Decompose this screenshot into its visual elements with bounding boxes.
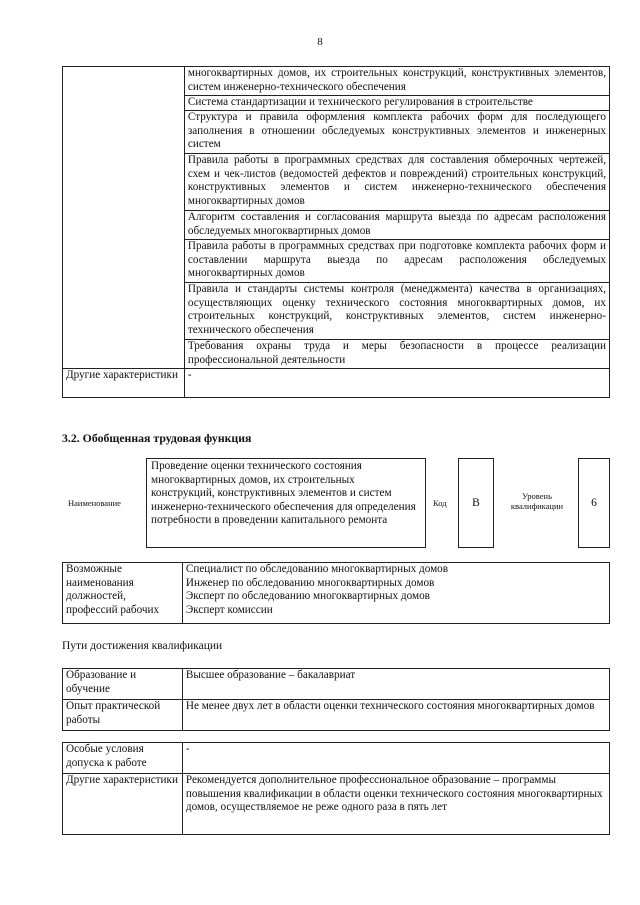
paths-title: Пути достижения квалификации xyxy=(62,640,223,652)
other-characteristics-value: - xyxy=(184,369,609,398)
education-value: Высшее образование – бакалавриат xyxy=(182,669,609,700)
knowledge-item: Правила и стандарты системы контроля (менеджмента) качества в организациях, осуществляющих оценку технического состояния многоквартирных домов, их строительных конструкций, конструктивных элементов, систем инженерно-технического обеспечения xyxy=(184,283,609,340)
knowledge-table xyxy=(62,66,610,398)
education-label: Образование и обучение xyxy=(63,669,183,700)
knowledge-item: Структура и правила оформления комплекта рабочих форм для последующего заполнения в отношении обследуемых конструктивных элементов и инженерных систем xyxy=(184,111,609,154)
admission-value: - xyxy=(182,743,609,774)
code-label: Код xyxy=(433,498,447,508)
page-number: 8 xyxy=(317,36,323,48)
experience-label: Опыт практической работы xyxy=(63,700,183,731)
knowledge-item: Система стандартизации и технического регулирования в строительстве xyxy=(184,96,609,111)
level-value-box: 6 xyxy=(578,458,610,548)
other-characteristics-label: Другие характеристики xyxy=(63,369,185,398)
knowledge-item: Правила работы в программных средствах при подготовке комплекта рабочих форм и составлении маршрута выезда по адресам расположения обследуемых многоквартирных домов xyxy=(184,240,609,283)
position-item: Эксперт комиссии xyxy=(185,603,273,616)
knowledge-item: Алгоритм составления и согласования маршрута выезда по адресам расположения обследуемых многоквартирных домов xyxy=(184,211,609,240)
special-other-value: Рекомендуется дополнительное профессиональное образование – программы повышения квалификации в области оценки технического состояния многоквартирных домов, осуществляемое не реже одного раза в пять лет xyxy=(182,774,609,835)
function-name-box: Проведение оценки технического состояния многоквартирных домов, их строительных конструкций, конструктивных элементов и систем инженерно-технического обеспечения для определения потребности в проведении капитального ремонта xyxy=(146,458,426,548)
knowledge-item: Правила работы в программных средствах для составления обмерочных чертежей, схем и чек-листов (ведомостей дефектов и повреждений) строительных конструкций, конструктивных элементов и систем инженерно-технического обеспечения многоквартирных домов xyxy=(184,154,609,211)
positions-label: Возможные наименования должностей, профессий рабочих xyxy=(63,563,183,624)
special-other-label: Другие характеристики xyxy=(63,774,183,835)
special-conditions-table xyxy=(62,742,610,835)
code-value-box: B xyxy=(458,458,494,548)
experience-value: Не менее двух лет в области оценки технического состояния многоквартирных домов xyxy=(182,700,609,731)
knowledge-item: Требования охраны труда и меры безопасности в процессе реализации профессиональной деятельности xyxy=(184,340,609,369)
name-label: Наименование xyxy=(68,498,121,508)
qualification-level-label: Уровень квалификации xyxy=(510,491,564,511)
knowledge-label-cell xyxy=(63,67,185,369)
position-item: Эксперт по обследованию многоквартирных домов xyxy=(185,590,430,602)
education-table xyxy=(62,668,610,731)
positions-table xyxy=(62,562,610,624)
admission-label: Особые условия допуска к работе xyxy=(63,743,183,774)
positions-list xyxy=(182,563,609,624)
knowledge-item: многоквартирных домов, их строительных конструкций, конструктивных элементов, систем инженерно-технического обеспечения xyxy=(184,67,609,96)
section-title: 3.2. Обобщенная трудовая функция xyxy=(62,431,252,445)
position-item: Инженер по обследованию многоквартирных домов xyxy=(185,576,435,589)
position-item: Специалист по обследованию многоквартирных домов xyxy=(185,563,449,575)
